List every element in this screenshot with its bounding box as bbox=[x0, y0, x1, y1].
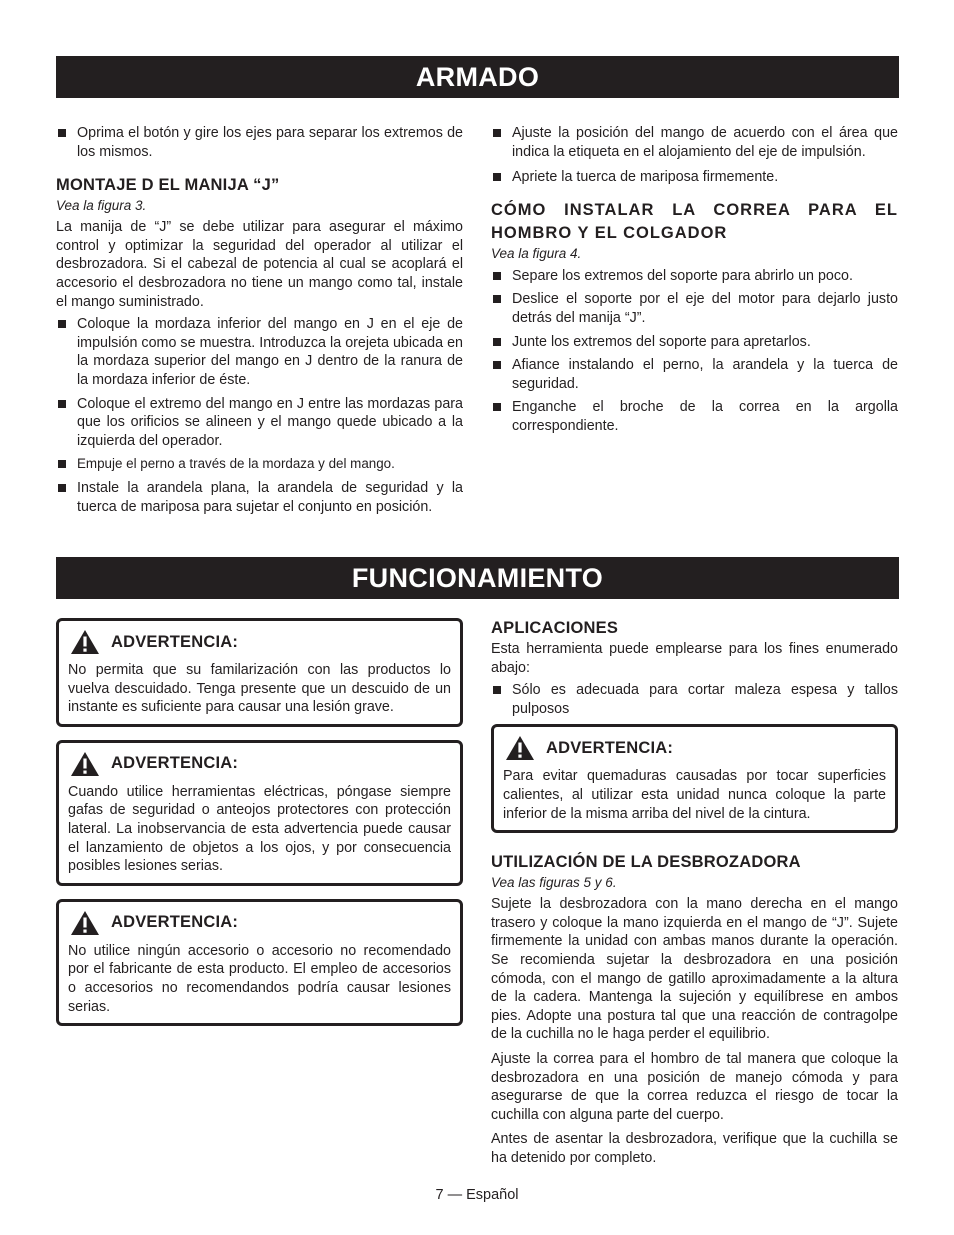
list-item: Separe los extremos del soporte para abrirlo un poco. bbox=[491, 267, 898, 286]
warning-box bbox=[56, 618, 463, 727]
armado-intro-list bbox=[491, 124, 898, 187]
warning-box bbox=[56, 740, 463, 886]
section-heading-montaje: MONTAJE D EL MANIJA “J” bbox=[56, 176, 280, 195]
figure-reference: Vea la figura 4. bbox=[491, 245, 582, 261]
warning-title: ADVERTENCIA: bbox=[546, 739, 674, 758]
list-item: Afiance instalando el perno, la arandela y la tuerca de seguridad. bbox=[491, 356, 898, 393]
list-item: Coloque el extremo del mango en J entre las mordazas para que los orificios se alineen y el mango quede ubicado a la izquierda del operador. bbox=[56, 395, 463, 451]
figure-reference: Vea la figura 3. bbox=[56, 198, 147, 214]
warning-title: ADVERTENCIA: bbox=[111, 754, 239, 773]
list-item: Apriete la tuerca de mariposa firmemente. bbox=[491, 168, 898, 187]
warning-text: No utilice ningún accesorio o accesorio no recomendado por el fabricante de esta producto. El empleo de accesorios o accesorios no recomendandos podría causar lesiones serias. bbox=[68, 942, 451, 1015]
montaje-steps-list bbox=[56, 315, 463, 516]
figure-reference: Vea las figuras 5 y 6. bbox=[491, 875, 617, 891]
warning-box bbox=[56, 899, 463, 1026]
paragraph: La manija de “J” se debe utilizar para asegurar el máximo control y optimizar la seguridad del operador al utilizar el desbrozadora. Si el cabezal de potencia al cual se acoplará el accesorio el desbrozadora no tiene un mango como tal, instale el mango suministrado. bbox=[56, 219, 463, 310]
warning-triangle-icon bbox=[505, 735, 535, 761]
funcionamiento-left-column bbox=[56, 618, 463, 1026]
warning-text: Cuando utilice herramientas eléctricas, póngase siempre gafas de seguridad o anteojos protectores con protección lateral. La inobservancia de esta advertencia puede causar el lanzamiento de objetos a los ojos, y por consecuencia posibles lesiones serias. bbox=[68, 783, 451, 875]
list-item: Enganche el broche de la correa en la argolla correspondiente. bbox=[491, 398, 898, 435]
warning-text: No permita que su familarización con las productos lo vuelva descuidado. Tenga presente que un descuido de un instante es suficiente para causar una lesión grave. bbox=[68, 662, 451, 716]
list-item: Ajuste la posición del mango de acuerdo con el área que indica la etiqueta en el alojamiento del eje de impulsión. bbox=[491, 124, 898, 161]
list-item: Empuje el perno a través de la mordaza y del mango. bbox=[56, 455, 463, 474]
warning-box bbox=[491, 724, 898, 833]
funcionamiento-banner: FUNCIONAMIENTO bbox=[56, 557, 899, 599]
warning-triangle-icon bbox=[70, 629, 100, 655]
section-heading-aplicaciones: APLICACIONES bbox=[491, 619, 619, 637]
list-item: Junte los extremos del soporte para apretarlos. bbox=[491, 333, 898, 352]
list-item: Coloque la mordaza inferior del mango en J en el eje de impulsión como se muestra. Introduzca la orejeta ubicada en la mordaza superior del mango en J dentro de la ranura de la mordaza inferior de éste. bbox=[56, 315, 463, 389]
paragraph: Antes de asentar la desbrozadora, verifique que la cuchilla se ha detenido por completo. bbox=[491, 1131, 898, 1166]
list-item: Instale la arandela plana, la arandela de seguridad y la tuerca de mariposa para sujetar el conjunto en posición. bbox=[56, 479, 463, 516]
paragraph: Esta herramienta puede emplearse para los fines enumerado abajo: bbox=[491, 641, 898, 676]
list-item: Deslice el soporte por el eje del motor para dejarlo justo detrás del manija “J”. bbox=[491, 290, 898, 327]
correa-steps-list bbox=[491, 267, 898, 436]
warning-title: ADVERTENCIA: bbox=[111, 913, 239, 932]
warning-triangle-icon bbox=[70, 751, 100, 777]
armado-intro-list bbox=[56, 124, 463, 161]
list-item: Sólo es adecuada para cortar maleza espesa y tallos pulposos bbox=[491, 681, 898, 718]
armado-right-column bbox=[491, 124, 898, 441]
funcionamiento-right-column bbox=[491, 617, 898, 1167]
section-heading-utilizacion: UTILIZACIÓN DE LA DESBROZADORA bbox=[491, 853, 801, 872]
paragraph: Ajuste la correa para el hombro de tal manera que coloque la desbrozadora en una posición de manejo cómoda y para asegurarse de que la correa reduzca el riesgo de tocar la cuchilla con alguna parte del cuerpo. bbox=[491, 1050, 898, 1123]
page-footer: 7 — Español bbox=[435, 1187, 519, 1203]
paragraph: Sujete la desbrozadora con la mano derecha en el mango trasero y coloque la mano izquierda en el mango de “J”. Sujete firmemente la unidad con ambas manos durante la operación. Se recomienda sujetar la desbrozadora en una posición cómoda, con el mango de gatillo aproximadamente a la altura de la cadera. Mantenga la sujeción y equilíbrese en ambos pies. Adopte una postura tal que una reacción de contragolpe de la cuchilla no le haga perder el equilibrio. bbox=[491, 896, 898, 1043]
aplicaciones-list bbox=[491, 681, 898, 718]
armado-left-column bbox=[56, 124, 463, 521]
warning-triangle-icon bbox=[70, 910, 100, 936]
section-heading-correa: CÓMO INSTALAR LA CORREA PARA EL HOMBRO Y EL COLGADOR bbox=[491, 200, 898, 242]
list-item: Oprima el botón y gire los ejes para separar los extremos de los mismos. bbox=[56, 124, 463, 161]
warning-text: Para evitar quemaduras causadas por tocar superficies calientes, al utilizar esta unidad nunca coloque la parte inferior de la misma arriba del nivel de la cintura. bbox=[503, 768, 886, 822]
armado-banner: ARMADO bbox=[56, 56, 899, 98]
warning-title: ADVERTENCIA: bbox=[111, 632, 239, 651]
